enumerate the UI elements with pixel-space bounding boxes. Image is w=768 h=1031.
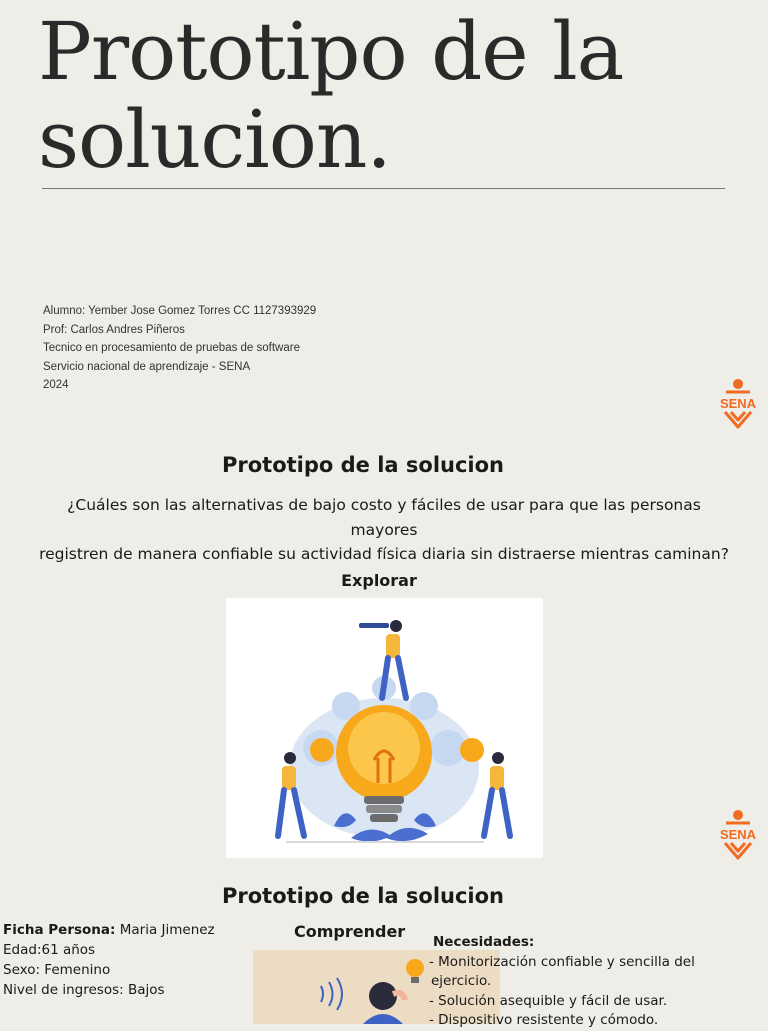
persona-age: Edad:61 años bbox=[3, 942, 96, 958]
needs-item: - Solución asequible y fácil de usar. bbox=[429, 992, 668, 1009]
question-line2: mayores bbox=[350, 520, 418, 539]
section-title-explore: Prototipo de la solucion bbox=[221, 453, 504, 477]
sena-logo-icon bbox=[713, 808, 763, 860]
problem-question bbox=[0, 493, 768, 567]
question-line3: registren de manera confiable su actividad física diaria sin distraerse mientras caminan? bbox=[39, 545, 729, 563]
svg-text:SENA: SENA bbox=[719, 827, 757, 842]
persona-sex: Sexo: Femenino bbox=[3, 962, 111, 978]
sena-logo-icon bbox=[713, 377, 763, 429]
institution-line: Servicio nacional de aprendizaje - SENA bbox=[43, 360, 251, 373]
persona-card bbox=[3, 920, 215, 1000]
needs-list bbox=[429, 933, 729, 1031]
page-title-line1: Prototipo de la bbox=[38, 5, 624, 98]
explore-subtitle: Explorar bbox=[341, 571, 417, 590]
professor-line: Prof: Carlos Andres Piñeros bbox=[43, 323, 185, 336]
page-title-line2: solucion. bbox=[38, 93, 391, 186]
section-title-understand: Prototipo de la solucion bbox=[221, 884, 504, 908]
title-divider bbox=[42, 188, 725, 189]
lightbulb-team-illustration bbox=[226, 598, 543, 858]
svg-text:SENA: SENA bbox=[719, 396, 757, 411]
question-line1: ¿Cuáles son las alternativas de bajo costo y fáciles de usar para que las personas bbox=[67, 496, 701, 514]
explore-illustration bbox=[226, 598, 543, 858]
needs-item: - Monitorización confiable y sencilla del bbox=[429, 953, 695, 970]
persona-name-row bbox=[3, 920, 215, 940]
student-line: Alumno: Yember Jose Gomez Torres CC 1127393929 bbox=[43, 305, 317, 317]
persona-name: Maria Jimenez bbox=[119, 922, 215, 938]
needs-title: Necesidades: bbox=[433, 934, 535, 950]
program-line: Tecnico en procesamiento de pruebas de software bbox=[43, 342, 300, 354]
needs-item: ejercicio. bbox=[431, 973, 492, 989]
author-info bbox=[43, 302, 316, 395]
year-line: 2024 bbox=[43, 379, 69, 391]
persona-label: Ficha Persona: bbox=[3, 922, 116, 938]
page-title bbox=[38, 5, 738, 186]
needs-item: - Dispositivo resistente y cómodo. bbox=[429, 1012, 659, 1028]
persona-income: Nivel de ingresos: Bajos bbox=[3, 982, 165, 998]
understand-subtitle: Comprender bbox=[294, 922, 406, 941]
